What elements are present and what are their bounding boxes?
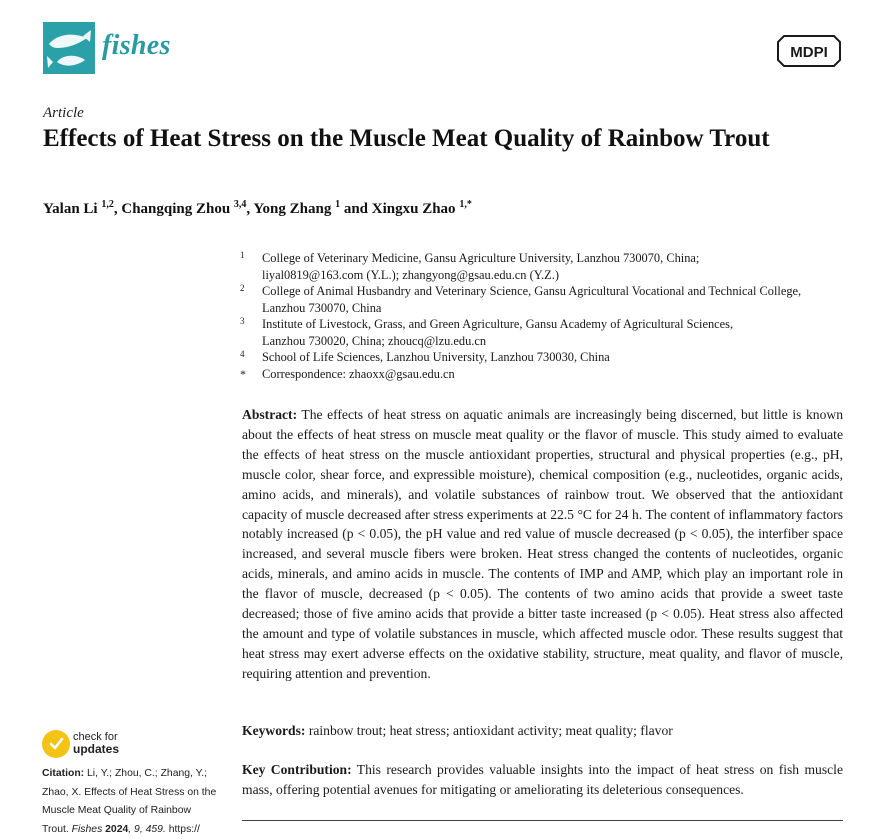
keywords [242,721,843,740]
affiliation-marker: 1 [240,250,245,260]
citation-label: Citation: [42,768,85,779]
author-separator: , [113,201,122,217]
affiliation-item [240,316,846,349]
author-name: Xingxu Zhao [371,201,456,217]
section-divider [242,820,843,821]
affiliation-line: College of Veterinary Medicine, Gansu Agriculture University, Lanzhou 730070, China; [262,251,700,265]
affiliations [240,250,846,382]
author-list [43,199,472,218]
affiliation-marker: 3 [240,316,245,326]
affiliation-marker: * [240,366,246,381]
key-contribution-label: Key Contribution: [242,762,352,777]
publisher-name: MDPI [790,44,828,61]
citation-text: Li, Y.; Zhou, C.; Zhang, Y.; Zhao, X. Effects of Heat Stress on the Muscle Meat Quality of Rainbow Trout. [42,768,217,835]
citation-year: 2024 [105,823,129,835]
affiliation-line: Correspondence: zhaoxx@gsau.edu.cn [262,366,455,381]
affiliation-line: Lanzhou 730070, China [262,300,382,315]
affiliation-line: Lanzhou 730020, China; zhoucq@lzu.edu.cn [262,333,487,348]
citation-journal: Fishes [71,823,103,835]
article-type: Article [43,105,84,121]
author-separator: , [246,201,254,217]
citation-volume: , 9, 459. [128,823,166,835]
key-contribution-text: This research provides valuable insights into the impact of heat stress on fish muscle mass, offering potential avenues for mitigating or ameliorating its deleterious consequences. [242,762,843,797]
updates-line2: updates [73,742,120,756]
affiliation-marker: 2 [240,283,245,293]
affiliation-item [240,283,846,316]
affiliation-line: Institute of Livestock, Grass, and Green Agriculture, Gansu Academy of Agricultural Sciences, [262,317,734,331]
mdpi-logo-icon [776,34,842,68]
author-affiliation-marker: 1,* [459,199,472,210]
affiliation-marker: 4 [240,349,245,359]
affiliation-item [240,250,846,283]
affiliation-line: School of Life Sciences, Lanzhou University, Lanzhou 730030, China [262,350,610,364]
keywords-text: rainbow trout; heat stress; antioxidant activity; meat quality; flavor [308,723,673,738]
updates-line1: check for [73,731,118,743]
abstract [242,405,843,684]
paper-title: Effects of Heat Stress on the Muscle Meat Quality of Rainbow Trout [43,125,770,152]
author-name: Changqing Zhou [121,201,231,217]
abstract-label: Abstract: [242,407,298,422]
key-contribution [242,760,843,800]
fishes-logo-icon [43,22,95,74]
journal-name: fishes [102,30,171,61]
affiliation-item [240,366,846,383]
check-circle-icon [42,730,70,758]
citation-url[interactable]: https:// [168,823,200,835]
author-affiliation-marker: 1 [335,199,341,210]
author-name: Yong Zhang [253,201,332,217]
citation [42,765,220,839]
author-affiliation-marker: 3,4 [233,199,247,210]
affiliation-line: liyal0819@163.com (Y.L.); zhangyong@gsau.edu.cn (Y.Z.) [262,267,559,282]
keywords-label: Keywords: [242,723,306,738]
check-for-updates-button[interactable] [42,730,142,760]
author-separator: and [340,201,372,217]
affiliation-line: College of Animal Husbandry and Veterinary Science, Gansu Agricultural Vocational and Technical College, [262,284,802,298]
author-name: Yalan Li [43,201,98,217]
author-affiliation-marker: 1,2 [101,199,114,210]
affiliation-item [240,349,846,366]
abstract-text: The effects of heat stress on aquatic animals are increasingly being discerned, but little is known about the effects of heat stress on muscle meat quality or the flavor of muscle. This study aimed to evaluate the effects of heat stress on the muscle antioxidant properties, structural and physical properties (e.g., pH, muscle color, shear force, and expressible moisture), chemical composition (e.g., nucleotides, organic acids, amino acids, and minerals), and volatile substances of rainbow trout. We observed that the antioxidant capacity of muscle decreased after stress experiments at 22.5 °C for 24 h. The content of inflammatory factors notably increased (p < 0.05), the pH value and red value of muscle decreased (p < 0.05), the interfiber space increased, and several muscle fibers were broken. Heat stress changed the contents of nucleotides, organic acids, minerals, and amino acids in muscle. The contents of IMP and AMP, which play an important role in the flavor of muscle, decreased (p < 0.05). The contents of two amino acids that provide a sweet taste decreased; those of five amino acids that provide a bitter taste increased (p < 0.05). Heat stress also affected the amount and type of volatile substances in muscle, which affected muscle odor. These results suggest that heat stress may exert adverse effects on the oxidative stability, structure, meat quality, and flavor of muscle, requiring attention and prevention. [242,407,843,681]
